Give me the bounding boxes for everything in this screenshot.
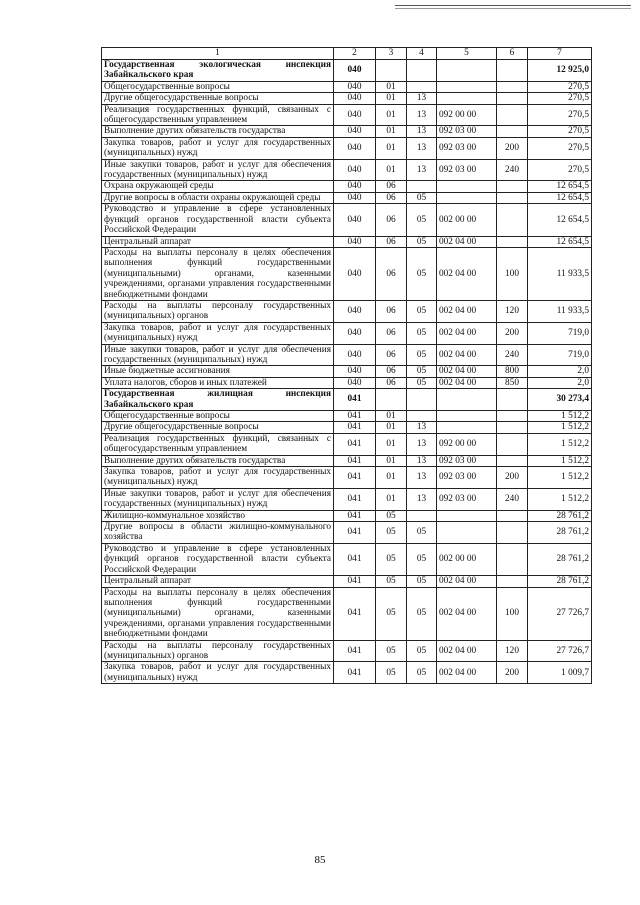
table-row [102,159,592,181]
cell-section: 01 [376,488,407,510]
cell-amount: 270,5 [528,137,592,159]
cell-target-article: 002 04 00 [437,247,497,300]
cell-expense-type: 200 [497,662,528,684]
cell-subsection: 05 [407,344,437,366]
cell-section [376,389,407,411]
cell-section: 05 [376,587,407,640]
cell-expense-type: 240 [497,344,528,366]
cell-section: 01 [376,81,407,92]
cell-target-article: 002 04 00 [437,236,497,247]
page-number: 85 [314,854,326,866]
cell-name: Общегосударственные вопросы [102,411,334,422]
table-row [102,366,592,377]
cell-section: 06 [376,322,407,344]
cell-amount: 1 512,2 [528,467,592,489]
cell-section: 05 [376,640,407,662]
cell-name: Реализация государственных функций, связанных с общегосударственным управлением [102,433,334,455]
cell-admin-code: 041 [334,543,376,575]
cell-target-article [437,510,497,521]
cell-subsection: 05 [407,640,437,662]
cell-amount: 27 726,7 [528,640,592,662]
cell-subsection: 13 [407,422,437,433]
cell-name: Жилищно-коммунальное хозяйство [102,510,334,521]
cell-expense-type: 120 [497,640,528,662]
table-row [102,137,592,159]
cell-target-article: 092 03 00 [437,137,497,159]
cell-subsection: 05 [407,322,437,344]
cell-expense-type [497,543,528,575]
cell-target-article: 002 04 00 [437,662,497,684]
cell-target-article: 002 04 00 [437,344,497,366]
cell-name: Центральный аппарат [102,576,334,587]
cell-section: 01 [376,126,407,137]
header-rule [395,5,631,6]
cell-section: 01 [376,93,407,104]
cell-name: Закупка товаров, работ и услуг для государственных (муниципальных) нужд [102,322,334,344]
cell-target-article [437,522,497,544]
cell-subsection: 05 [407,247,437,300]
table-row [102,93,592,104]
cell-name: Иные бюджетные ассигнования [102,366,334,377]
cell-expense-type [497,236,528,247]
table-row [102,455,592,466]
cell-subsection [407,81,437,92]
cell-subsection: 05 [407,543,437,575]
cell-name: Закупка товаров, работ и услуг для государственных (муниципальных) нужд [102,662,334,684]
cell-target-article: 002 04 00 [437,640,497,662]
cell-name: Другие вопросы в области охраны окружающей среды [102,192,334,203]
cell-target-article: 002 00 00 [437,543,497,575]
cell-admin-code: 040 [334,126,376,137]
cell-subsection: 13 [407,137,437,159]
cell-admin-code: 041 [334,640,376,662]
cell-expense-type: 240 [497,159,528,181]
cell-subsection: 13 [407,488,437,510]
cell-section: 06 [376,377,407,388]
cell-target-article: 002 00 00 [437,204,497,236]
cell-admin-code: 041 [334,411,376,422]
cell-name: Государственная жилищная инспекция Забайкальского края [102,389,334,411]
cell-section: 05 [376,662,407,684]
cell-target-article [437,181,497,192]
cell-name: Расходы на выплаты персоналу государственных (муниципальных) органов [102,300,334,322]
cell-amount: 12 654,5 [528,181,592,192]
table-row [102,300,592,322]
header-col-2: 2 [334,48,376,60]
cell-admin-code: 040 [334,81,376,92]
cell-expense-type [497,126,528,137]
cell-admin-code: 040 [334,93,376,104]
cell-section: 06 [376,236,407,247]
cell-amount: 28 761,2 [528,522,592,544]
cell-admin-code: 040 [334,159,376,181]
cell-subsection: 05 [407,300,437,322]
cell-admin-code: 041 [334,488,376,510]
cell-subsection [407,411,437,422]
cell-amount: 1 009,7 [528,662,592,684]
cell-section: 01 [376,467,407,489]
cell-name: Руководство и управление в сфере установленных функций органов государственной власти субъекта Российской Федерации [102,543,334,575]
cell-section: 01 [376,104,407,126]
cell-expense-type [497,93,528,104]
cell-admin-code: 041 [334,510,376,521]
cell-target-article: 092 00 00 [437,104,497,126]
cell-section: 05 [376,510,407,521]
cell-subsection: 13 [407,159,437,181]
cell-target-article [437,422,497,433]
cell-target-article [437,93,497,104]
cell-admin-code: 041 [334,455,376,466]
cell-expense-type [497,181,528,192]
cell-name: Иные закупки товаров, работ и услуг для обеспечения государственных (муниципальных) нужд [102,159,334,181]
table-row [102,204,592,236]
cell-target-article: 002 04 00 [437,377,497,388]
cell-amount: 28 761,2 [528,543,592,575]
cell-name: Расходы на выплаты персоналу в целях обеспечения выполнения функций государственными (муниципальными) органами, казенными учреждениями, органами управления государственными внебюджетными фондами [102,247,334,300]
header-col-7: 7 [528,48,592,60]
cell-section: 01 [376,455,407,466]
cell-name: Закупка товаров, работ и услуг для государственных (муниципальных) нужд [102,467,334,489]
cell-amount: 1 512,2 [528,455,592,466]
cell-subsection: 05 [407,192,437,203]
cell-amount: 270,5 [528,126,592,137]
header-col-1: 1 [102,48,334,60]
header-rule-thin [395,8,631,9]
table-header-row [102,48,592,60]
cell-expense-type [497,60,528,82]
cell-subsection: 05 [407,236,437,247]
cell-target-article: 092 03 00 [437,126,497,137]
cell-expense-type [497,192,528,203]
cell-section: 01 [376,159,407,181]
cell-section: 06 [376,204,407,236]
cell-expense-type [497,576,528,587]
cell-amount: 1 512,2 [528,433,592,455]
table-row [102,377,592,388]
cell-section [376,60,407,82]
cell-subsection: 05 [407,377,437,388]
cell-admin-code: 040 [334,377,376,388]
cell-expense-type: 100 [497,587,528,640]
cell-subsection: 13 [407,104,437,126]
table-row [102,576,592,587]
cell-name: Другие вопросы в области жилищно-коммунального хозяйства [102,522,334,544]
cell-section: 06 [376,300,407,322]
cell-subsection [407,60,437,82]
cell-section: 01 [376,411,407,422]
table-row [102,587,592,640]
cell-section: 06 [376,247,407,300]
cell-admin-code: 041 [334,587,376,640]
cell-expense-type: 200 [497,467,528,489]
cell-subsection [407,389,437,411]
cell-amount: 1 512,2 [528,422,592,433]
cell-admin-code: 041 [334,389,376,411]
cell-admin-code: 041 [334,422,376,433]
cell-admin-code: 040 [334,300,376,322]
header-col-5: 5 [437,48,497,60]
cell-expense-type: 800 [497,366,528,377]
table-row [102,522,592,544]
cell-admin-code: 040 [334,236,376,247]
cell-expense-type: 120 [497,300,528,322]
cell-subsection: 05 [407,522,437,544]
cell-target-article: 002 04 00 [437,322,497,344]
cell-name: Иные закупки товаров, работ и услуг для обеспечения государственных (муниципальных) нужд [102,488,334,510]
cell-amount: 2,0 [528,366,592,377]
cell-expense-type [497,422,528,433]
cell-expense-type [497,455,528,466]
cell-amount: 1 512,2 [528,488,592,510]
cell-admin-code: 040 [334,247,376,300]
cell-admin-code: 040 [334,192,376,203]
cell-name: Иные закупки товаров, работ и услуг для обеспечения государственных (муниципальных) нужд [102,344,334,366]
cell-admin-code: 040 [334,366,376,377]
cell-amount: 28 761,2 [528,576,592,587]
cell-name: Другие общегосударственные вопросы [102,93,334,104]
cell-amount: 2,0 [528,377,592,388]
cell-expense-type [497,81,528,92]
cell-subsection: 13 [407,433,437,455]
cell-expense-type [497,411,528,422]
cell-admin-code: 040 [334,344,376,366]
table-row [102,389,592,411]
cell-subsection: 05 [407,576,437,587]
cell-amount: 12 654,5 [528,236,592,247]
cell-subsection [407,510,437,521]
cell-amount: 1 512,2 [528,411,592,422]
cell-section: 06 [376,344,407,366]
table-row [102,411,592,422]
cell-admin-code: 040 [334,322,376,344]
cell-amount: 11 933,5 [528,300,592,322]
cell-section: 06 [376,192,407,203]
cell-admin-code: 040 [334,60,376,82]
cell-expense-type: 200 [497,137,528,159]
cell-amount: 270,5 [528,93,592,104]
cell-subsection [407,181,437,192]
cell-expense-type: 850 [497,377,528,388]
table-row [102,422,592,433]
table-row [102,181,592,192]
cell-admin-code: 041 [334,522,376,544]
cell-expense-type [497,433,528,455]
cell-subsection: 13 [407,126,437,137]
cell-expense-type: 100 [497,247,528,300]
cell-target-article [437,60,497,82]
cell-section: 05 [376,576,407,587]
cell-section: 06 [376,366,407,377]
cell-section: 05 [376,522,407,544]
cell-subsection: 05 [407,587,437,640]
budget-table-body [102,48,592,684]
cell-section: 06 [376,181,407,192]
cell-section: 01 [376,137,407,159]
cell-admin-code: 040 [334,104,376,126]
cell-name: Общегосударственные вопросы [102,81,334,92]
cell-admin-code: 040 [334,181,376,192]
cell-target-article [437,192,497,203]
cell-name: Закупка товаров, работ и услуг для государственных (муниципальных) нужд [102,137,334,159]
table-row [102,510,592,521]
cell-target-article: 002 04 00 [437,300,497,322]
table-row [102,543,592,575]
cell-amount: 12 925,0 [528,60,592,82]
table-row [102,467,592,489]
cell-subsection: 05 [407,662,437,684]
cell-name: Выполнение других обязательств государства [102,455,334,466]
cell-target-article: 092 03 00 [437,488,497,510]
cell-amount: 12 654,5 [528,192,592,203]
cell-admin-code: 040 [334,204,376,236]
cell-amount: 11 933,5 [528,247,592,300]
cell-section: 01 [376,433,407,455]
table-row [102,344,592,366]
table-row [102,81,592,92]
table-row [102,104,592,126]
header-col-3: 3 [376,48,407,60]
cell-name: Расходы на выплаты персоналу государственных (муниципальных) органов [102,640,334,662]
table-row [102,640,592,662]
table-row [102,236,592,247]
cell-name: Государственная экологическая инспекция Забайкальского края [102,60,334,82]
table-row [102,247,592,300]
cell-admin-code: 040 [334,137,376,159]
header-col-6: 6 [497,48,528,60]
cell-name: Другие общегосударственные вопросы [102,422,334,433]
cell-target-article [437,81,497,92]
cell-expense-type [497,522,528,544]
table-row [102,433,592,455]
table-row [102,488,592,510]
table-row [102,322,592,344]
cell-target-article: 092 03 00 [437,455,497,466]
cell-target-article: 092 03 00 [437,159,497,181]
cell-target-article: 002 04 00 [437,576,497,587]
cell-subsection: 13 [407,467,437,489]
cell-subsection: 05 [407,204,437,236]
cell-target-article: 092 00 00 [437,433,497,455]
cell-target-article [437,411,497,422]
cell-amount: 28 761,2 [528,510,592,521]
table-row [102,126,592,137]
cell-expense-type: 240 [497,488,528,510]
table-row [102,60,592,82]
cell-subsection: 13 [407,93,437,104]
cell-amount: 30 273,4 [528,389,592,411]
cell-expense-type [497,104,528,126]
budget-table [101,47,592,684]
cell-subsection: 05 [407,366,437,377]
cell-name: Реализация государственных функций, связанных с общегосударственным управлением [102,104,334,126]
cell-admin-code: 041 [334,576,376,587]
cell-amount: 270,5 [528,159,592,181]
cell-target-article: 002 04 00 [437,366,497,377]
cell-expense-type: 200 [497,322,528,344]
cell-target-article: 002 04 00 [437,587,497,640]
cell-expense-type [497,204,528,236]
cell-amount: 719,0 [528,344,592,366]
cell-admin-code: 041 [334,662,376,684]
cell-amount: 270,5 [528,81,592,92]
cell-target-article [437,389,497,411]
cell-section: 01 [376,422,407,433]
table-row [102,662,592,684]
cell-name: Центральный аппарат [102,236,334,247]
cell-name: Уплата налогов, сборов и иных платежей [102,377,334,388]
cell-admin-code: 041 [334,433,376,455]
cell-section: 05 [376,543,407,575]
cell-expense-type [497,389,528,411]
cell-expense-type [497,510,528,521]
header-col-4: 4 [407,48,437,60]
cell-target-article: 092 03 00 [437,467,497,489]
cell-name: Руководство и управление в сфере установленных функций органов государственной власти субъекта Российской Федерации [102,204,334,236]
cell-amount: 719,0 [528,322,592,344]
cell-name: Расходы на выплаты персоналу в целях обеспечения выполнения функций государственными (муниципальными) органами, казенными учреждениями, органами управления государственными внебюджетными фондами [102,587,334,640]
cell-admin-code: 041 [334,467,376,489]
cell-amount: 27 726,7 [528,587,592,640]
table-row [102,192,592,203]
cell-amount: 270,5 [528,104,592,126]
cell-subsection: 13 [407,455,437,466]
cell-name: Выполнение других обязательств государства [102,126,334,137]
cell-amount: 12 654,5 [528,204,592,236]
cell-name: Охрана окружающей среды [102,181,334,192]
